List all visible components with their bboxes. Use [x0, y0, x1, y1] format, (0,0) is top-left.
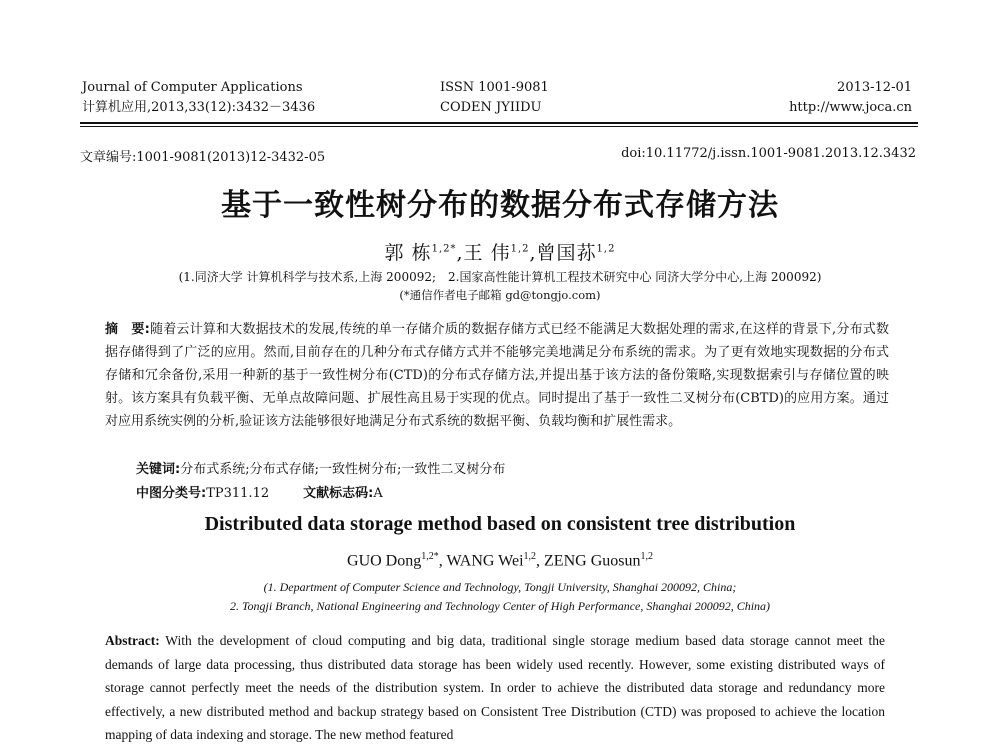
- journal-citation-cn: 计算机应用,2013,33(12):3432－3436: [82, 100, 316, 115]
- header-rule-thin: [80, 126, 918, 127]
- journal-url: http://www.joca.cn: [789, 100, 912, 115]
- document-code-value: A: [373, 486, 383, 501]
- author-en-affiliation-mark: 1,2: [640, 551, 653, 562]
- publication-date: 2013-12-01: [837, 80, 912, 95]
- journal-header-left: [82, 78, 315, 118]
- affiliation-en-2: 2. Tongji Branch, National Engineering and Technology Center of High Performance, Shanghai 200092, China): [229, 599, 771, 613]
- classification: [136, 482, 383, 501]
- author-cn-affiliation-mark: 1,2: [510, 243, 530, 255]
- title-cn: 基于一致性树分布的数据分布式存储方法: [221, 188, 779, 223]
- coden: CODEN JYIIDU: [440, 100, 542, 115]
- abstract-en: [105, 629, 885, 747]
- affiliation-en-1: (1. Department of Computer Science and Technology, Tongji University, Shanghai 200092, China;: [263, 580, 737, 594]
- author-en-name: ZENG Guosun: [544, 552, 641, 570]
- author-cn-affiliation-mark: 1,2: [596, 243, 616, 255]
- author-cn-name: 郭 栋: [384, 242, 432, 264]
- abstract-cn-text: 随着云计算和大数据技术的发展,传统的单一存储介质的数据存储方式已经不能满足大数据处理的需求,在这样的背景下,分布式数据存储得到了广泛的应用。然而,目前存在的几种分布式存储方式并不能够完美地满足分布系统的需求。为了更有效地实现数据的分布式存储和冗余备份,采用一种新的基于一致性树分布(CTD)的分布式存储方法,并提出基于该方法的备份策略,实现数据索引与存储位置的映射。该方案具有负载平衡、无单点故障问题、扩展性高且易于实现的优点。同时提出了基于一致性二叉树分布(CBTD)的应用方案。通过对应用系统实例的分析,验证该方法能够很好地满足分布式系统的数据平衡、负载均衡和扩展性需求。: [105, 322, 889, 429]
- author-en-name: WANG Wei: [446, 552, 524, 570]
- header-rule-thick: [80, 122, 918, 124]
- author-separator: ,: [529, 242, 537, 264]
- affiliation-cn: (1.同济大学 计算机科学与技术系,上海 200092; 2.国家高性能计算机工程技术研究中心 同济大学分中心,上海 200092): [178, 270, 822, 284]
- doi: doi:10.11772/j.issn.1001-9081.2013.12.3432: [621, 146, 916, 161]
- authors-en: [0, 551, 1000, 570]
- author-en-name: GUO Dong: [347, 552, 422, 570]
- journal-header-center: [440, 78, 549, 118]
- corresponding-email-cn: (*通信作者电子邮箱 gd@tongjo.com): [399, 288, 601, 302]
- authors-cn: [0, 238, 1000, 265]
- clc-label: 中图分类号:: [136, 486, 207, 501]
- author-cn-name: 王 伟: [463, 242, 511, 264]
- title-en: Distributed data storage method based on consistent tree distribution: [204, 513, 796, 535]
- article-number: 文章编号:1001-9081(2013)12-3432-05: [80, 150, 326, 165]
- author-cn-affiliation-mark: 1,2*: [431, 243, 457, 255]
- keywords-cn-text: 分布式系统;分布式存储;一致性树分布;一致性二叉树分布: [180, 462, 506, 477]
- clc-value: TP311.12: [206, 486, 270, 501]
- abstract-cn-label: 摘 要:: [105, 322, 150, 337]
- author-en-affiliation-mark: 1,2: [523, 551, 537, 562]
- author-separator: ,: [438, 552, 447, 570]
- abstract-cn: [105, 318, 889, 433]
- author-separator: ,: [536, 552, 545, 570]
- keywords-cn-label: 关键词:: [136, 462, 181, 477]
- journal-name-en: Journal of Computer Applications: [82, 80, 303, 95]
- abstract-en-label: Abstract:: [105, 633, 160, 648]
- author-cn-name: 曾国荪: [536, 242, 597, 264]
- document-code-label: 文献标志码:: [303, 486, 374, 501]
- issn: ISSN 1001-9081: [440, 80, 549, 95]
- author-en-affiliation-mark: 1,2*: [421, 551, 439, 562]
- journal-header-right: [789, 78, 912, 118]
- keywords-cn: [136, 458, 505, 477]
- author-separator: ,: [456, 242, 464, 264]
- abstract-en-text: With the development of cloud computing and big data, traditional single storage medium based data storage cannot meet the demands of large data processing, thus distributed data storage has been widely used recently. However, some existing distributed ways of storage cannot perfectly meet the needs of the distribution system. In order to achieve the distributed data storage and redundancy more effectively, a new distributed method and backup strategy based on Consistent Tree Distribution (CTD) was proposed to achieve the location mapping of data indexing and storage. The new method featured: [105, 633, 885, 742]
